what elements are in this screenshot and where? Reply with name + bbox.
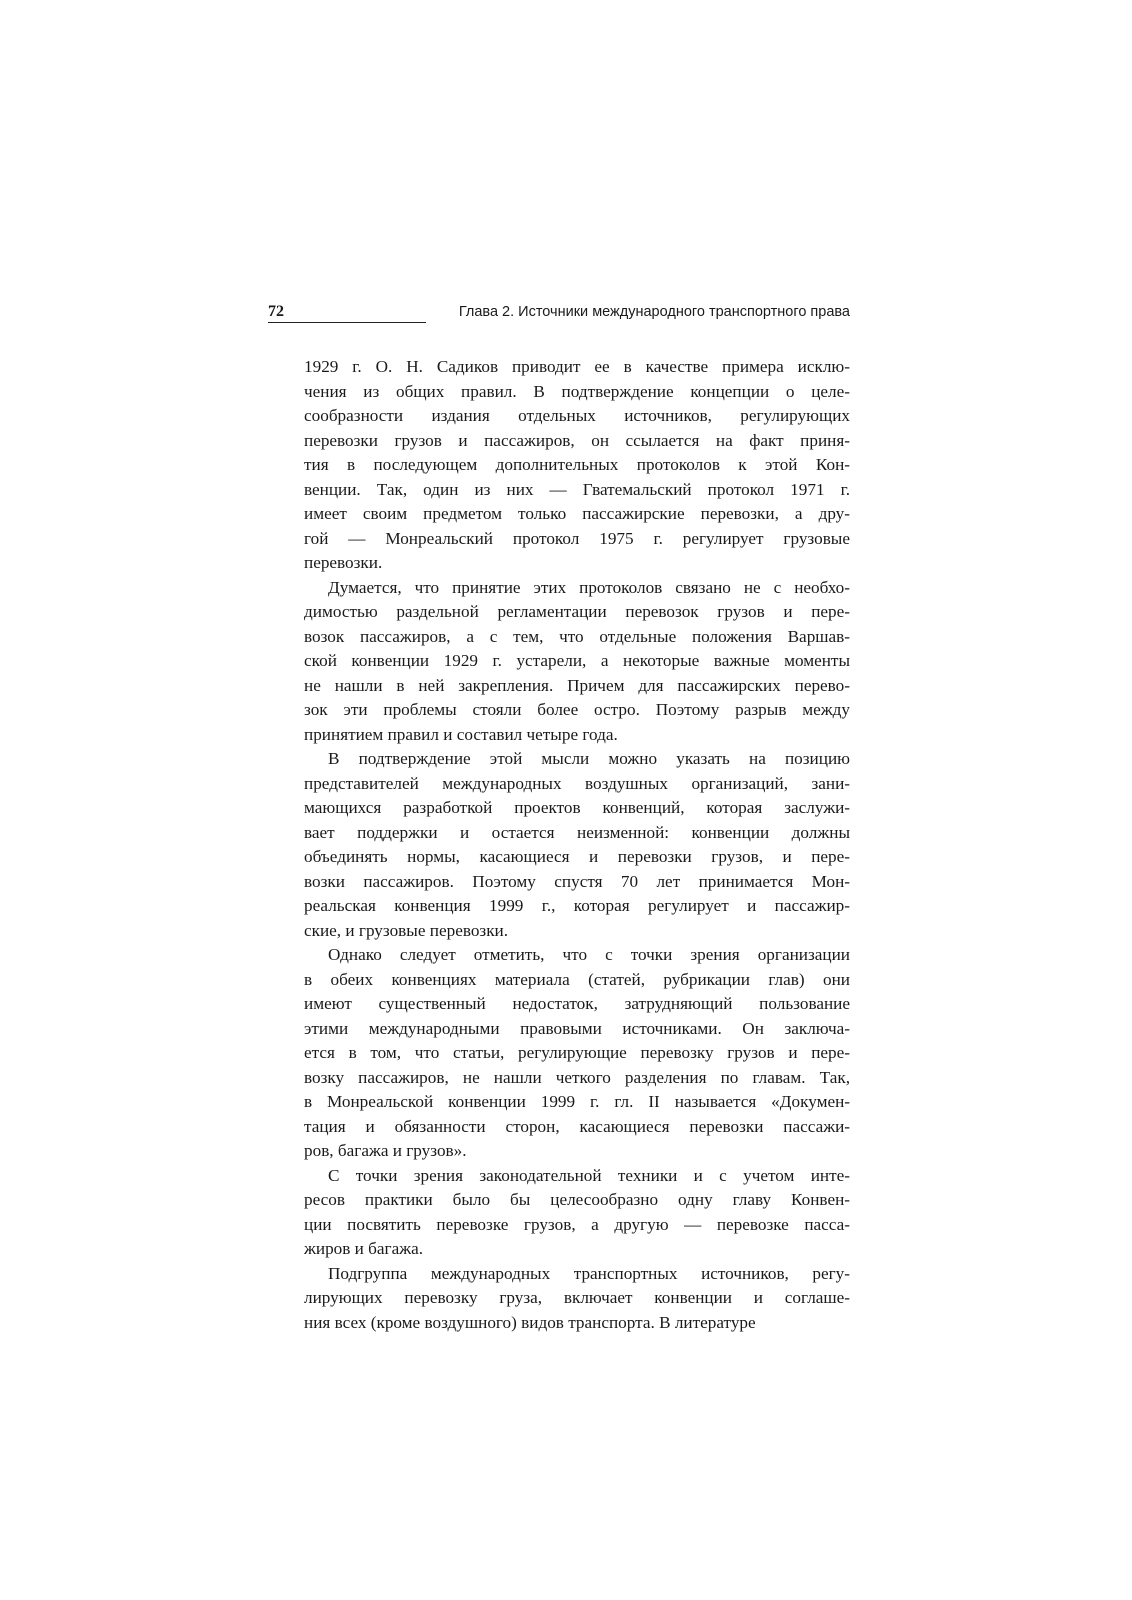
text-line: ской конвенции 1929 г. устарели, а некоторые важные моменты xyxy=(304,651,850,670)
paragraph xyxy=(304,1164,850,1262)
text-line: венции. Так, один из них — Гватемальский протокол 1971 г. xyxy=(304,479,850,499)
text-line: чения из общих правил. В подтверждение концепции о целе- xyxy=(304,381,850,401)
text-line: ров, багажа и грузов». xyxy=(304,1141,467,1160)
text-line: Думается, что принятие этих протоколов связано не с необхо- xyxy=(328,577,850,597)
text-line: ции посвятить перевозке грузов, а другую — перевозке пасса- xyxy=(304,1214,850,1234)
text-line: в обеих конвенциях материала (статей, рубрикации глав) они xyxy=(304,969,850,989)
text-line: сообразности издания отдельных источников, регулирующих xyxy=(304,406,850,425)
text-line: этими международными правовыми источниками. Он заключа- xyxy=(304,1018,850,1038)
text-line: имеет своим предметом только пассажирские перевозки, а дру- xyxy=(304,504,850,523)
text-line: перевозки. xyxy=(304,553,383,572)
text-line: реальская конвенция 1999 г., которая регулирует и пассажир- xyxy=(304,896,850,915)
header-rule xyxy=(268,322,426,323)
text-line: возки пассажиров. Поэтому спустя 70 лет принимается Мон- xyxy=(304,871,850,891)
text-line: гой — Монреальский протокол 1975 г. регулирует грузовые xyxy=(304,528,850,548)
text-line: мающихся разработкой проектов конвенций, которая заслужи- xyxy=(304,798,850,817)
text-line: ется в том, что статьи, регулирующие перевозку грузов и пере- xyxy=(304,1043,850,1062)
text-line: не нашли в ней закрепления. Причем для пассажирских перево- xyxy=(304,675,850,695)
text-line: возок пассажиров, а с тем, что отдельные положения Варшав- xyxy=(304,626,850,646)
text-line: ния всех (кроме воздушного) видов транспорта. В литературе xyxy=(304,1312,756,1332)
text-line: В подтверждение этой мысли можно указать на позицию xyxy=(328,749,850,768)
paragraph xyxy=(304,1262,850,1336)
body-text xyxy=(304,355,850,1335)
text-line: 1929 г. О. Н. Садиков приводит ее в качестве примера исклю- xyxy=(304,357,850,376)
text-line: димостью раздельной регламентации перевозок грузов и пере- xyxy=(304,602,850,621)
text-line: Однако следует отметить, что с точки зрения организации xyxy=(328,945,850,964)
chapter-title: Глава 2. Источники международного транспортного права xyxy=(458,304,850,320)
text-line: ские, и грузовые перевозки. xyxy=(304,920,509,940)
running-head xyxy=(268,301,850,327)
text-line: имеют существенный недостаток, затрудняющий пользование xyxy=(304,994,850,1013)
text-line: возку пассажиров, не нашли четкого разделения по главам. Так, xyxy=(304,1067,850,1087)
text-line: лирующих перевозку груза, включает конвенции и соглаше- xyxy=(304,1288,850,1307)
text-line: С точки зрения законодательной техники и с учетом инте- xyxy=(328,1165,850,1185)
text-line: тация и обязанности сторон, касающиеся перевозки пассажи- xyxy=(304,1116,850,1136)
text-line: перевозки грузов и пассажиров, он ссылается на факт приня- xyxy=(304,430,850,450)
text-line: представителей международных воздушных организаций, зани- xyxy=(304,773,850,793)
text-line: вает поддержки и остается неизменной: конвенции должны xyxy=(304,822,850,842)
text-line: в Монреальской конвенции 1999 г. гл. II называется «Докумен- xyxy=(304,1092,850,1111)
text-line: Подгруппа международных транспортных источников, регу- xyxy=(328,1263,850,1283)
text-line: объединять нормы, касающиеся и перевозки грузов, и пере- xyxy=(304,847,850,866)
paragraph xyxy=(304,576,850,748)
paragraph xyxy=(304,747,850,943)
text-line: тия в последующем дополнительных протоколов к этой Кон- xyxy=(304,455,850,474)
page-number: 72 xyxy=(268,303,284,320)
paragraph xyxy=(304,943,850,1164)
text-line: жиров и багажа. xyxy=(304,1239,424,1258)
text-line: принятием правил и составил четыре года. xyxy=(304,724,618,744)
text-line: ресов практики было бы целесообразно одну главу Конвен- xyxy=(304,1190,850,1209)
text-line: зок эти проблемы стояли более остро. Поэтому разрыв между xyxy=(304,700,850,719)
paragraph xyxy=(304,355,850,576)
